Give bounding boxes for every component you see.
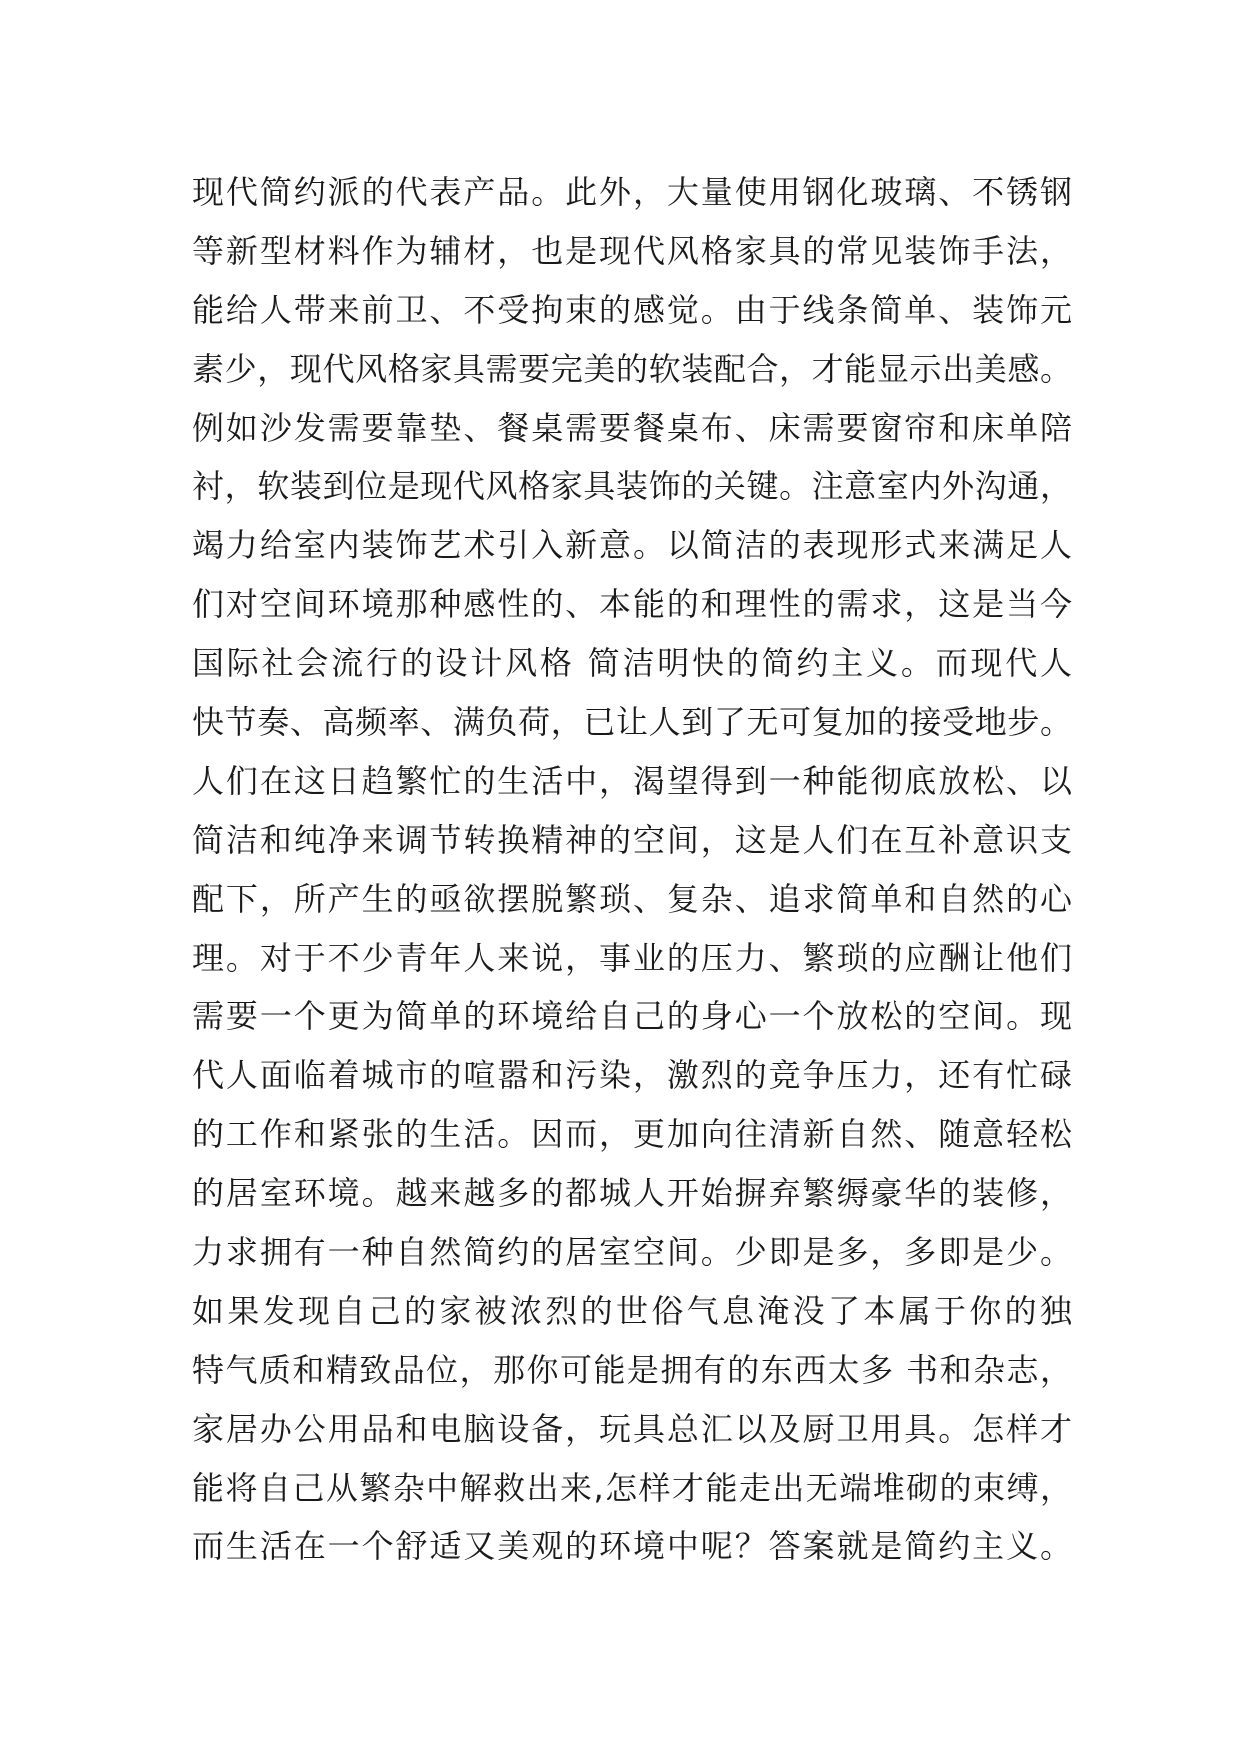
text-line: 能将自己从繁杂中解救出来,怎样才能走出无端堆砌的束缚， xyxy=(192,1468,1072,1507)
text-line: 需要一个更为简单的环境给自己的身心一个放松的空间。现 xyxy=(192,997,1072,1036)
text-line: 衬，软装到位是现代风格家具装饰的关键。注意室内外沟通， xyxy=(192,467,1072,506)
text-line: 国际社会流行的设计风格 简洁明快的简约主义。而现代人 xyxy=(192,644,1072,683)
text-line: 特气质和精致品位，那你可能是拥有的东西太多 书和杂志， xyxy=(192,1350,1072,1389)
text-line: 素少，现代风格家具需要完美的软装配合，才能显示出美感。 xyxy=(192,349,1072,388)
text-line: 配下，所产生的亟欲摆脱繁琐、复杂、追求简单和自然的心 xyxy=(192,879,1072,918)
text-line: 而生活在一个舒适又美观的环境中呢？答案就是简约主义。 xyxy=(192,1527,1072,1566)
text-line: 等新型材料作为辅材，也是现代风格家具的常见装饰手法， xyxy=(192,231,1072,270)
text-line: 简洁和纯净来调节转换精神的空间，这是人们在互补意识支 xyxy=(192,820,1072,859)
text-line: 例如沙发需要靠垫、餐桌需要餐桌布、床需要窗帘和床单陪 xyxy=(192,408,1072,447)
text-line: 家居办公用品和电脑设备，玩具总汇以及厨卫用具。怎样才 xyxy=(192,1409,1072,1448)
text-line: 竭力给室内装饰艺术引入新意。以简洁的表现形式来满足人 xyxy=(192,526,1072,565)
text-line: 的居室环境。越来越多的都城人开始摒弃繁缛豪华的装修， xyxy=(192,1174,1072,1213)
text-line: 能给人带来前卫、不受拘束的感觉。由于线条简单、装饰元 xyxy=(192,290,1072,329)
text-line: 现代简约派的代表产品。此外，大量使用钢化玻璃、不锈钢 xyxy=(192,173,1072,211)
text-line: 如果发现自己的家被浓烈的世俗气息淹没了本属于你的独 xyxy=(192,1291,1072,1330)
text-line: 人们在这日趋繁忙的生活中，渴望得到一种能彻底放松、以 xyxy=(192,761,1072,800)
text-line: 快节奏、高频率、满负荷，已让人到了无可复加的接受地步。 xyxy=(192,703,1072,742)
text-line: 理。对于不少青年人来说，事业的压力、繁琐的应酬让他们 xyxy=(192,938,1072,977)
body-text xyxy=(192,163,1072,1576)
text-line: 力求拥有一种自然简约的居室空间。少即是多，多即是少。 xyxy=(192,1233,1072,1272)
text-line: 们对空间环境那种感性的、本能的和理性的需求，这是当今 xyxy=(192,585,1072,624)
text-line: 的工作和紧张的生活。因而，更加向往清新自然、随意轻松 xyxy=(192,1115,1072,1154)
text-line: 代人面临着城市的喧嚣和污染，激烈的竞争压力，还有忙碌 xyxy=(192,1056,1072,1095)
